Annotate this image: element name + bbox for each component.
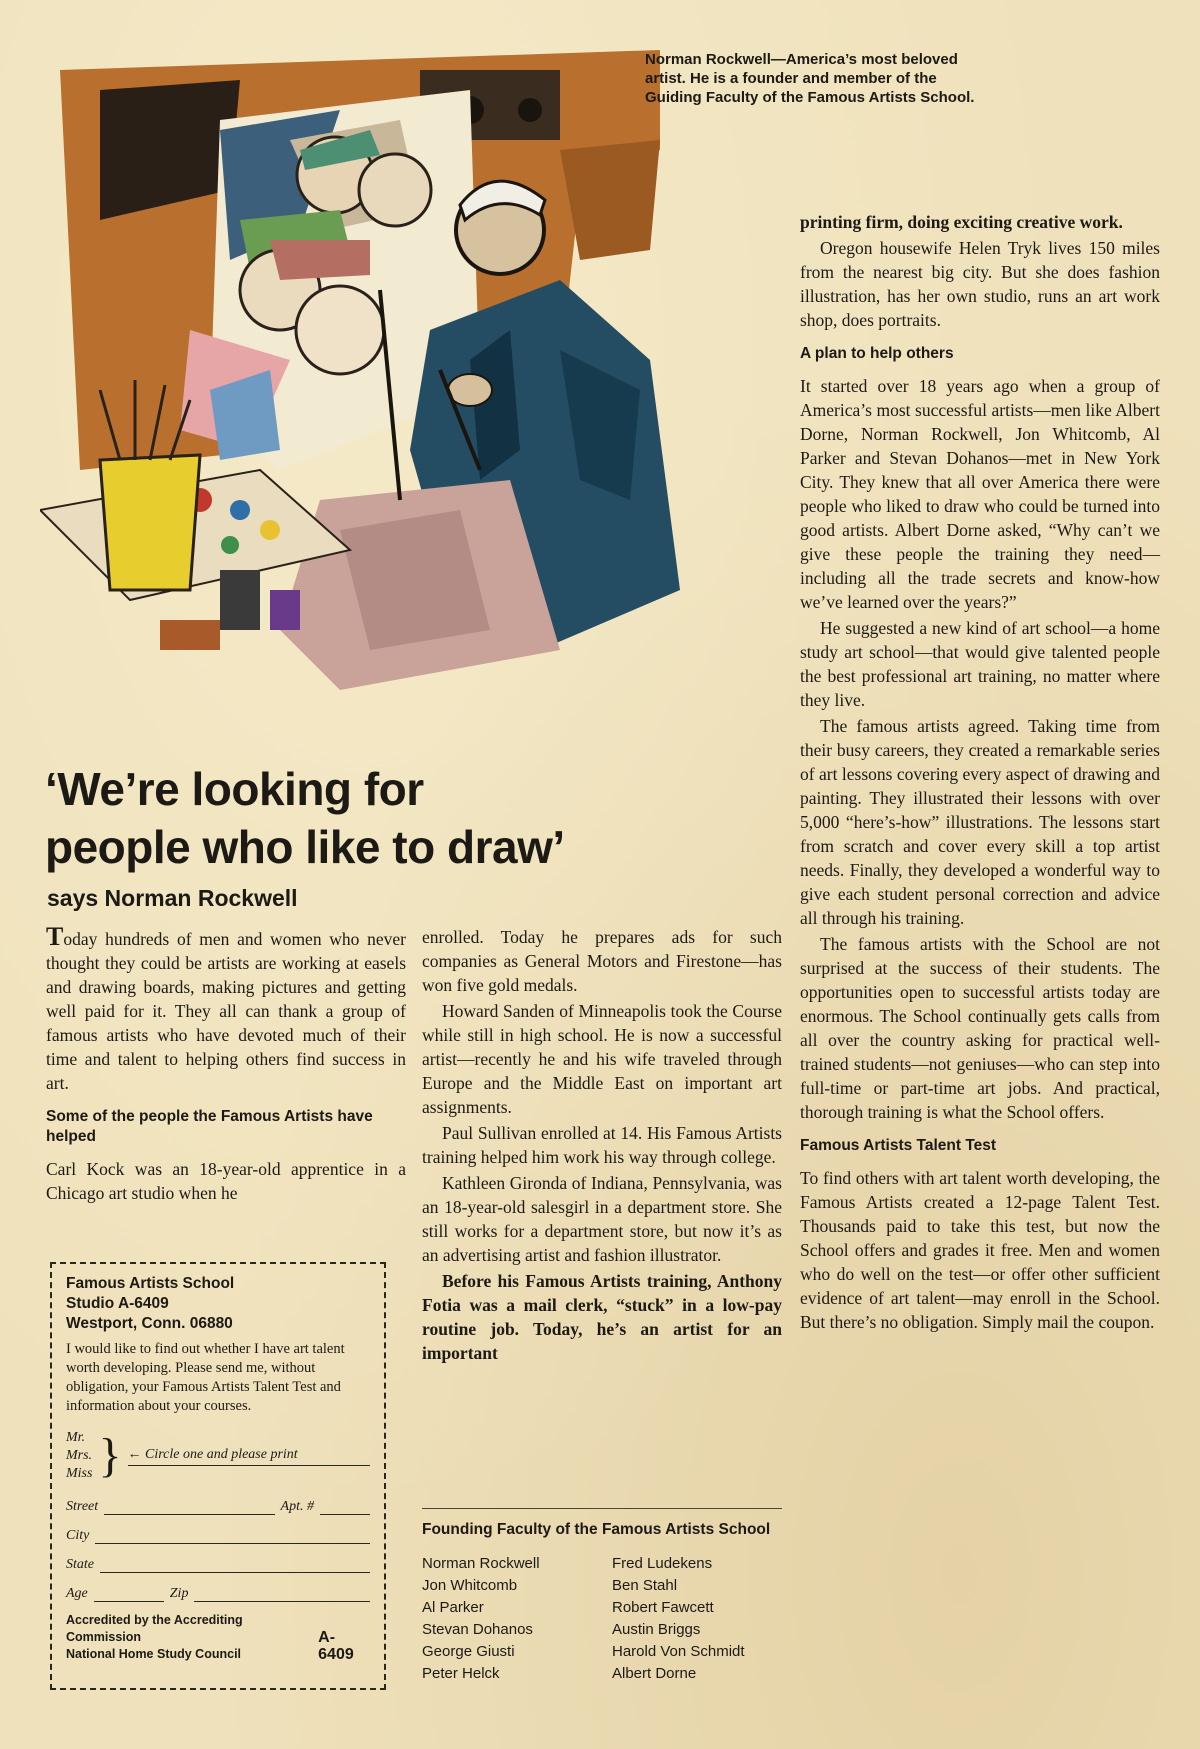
age-zip-field[interactable]: Age Zip [66,1573,370,1602]
subhead-talent-test: Famous Artists Talent Test [800,1137,997,1154]
headline-line-2: people who like to draw’ [45,821,565,873]
faculty-name: Ben Stahl [612,1577,678,1594]
column-1 [46,922,406,1207]
faculty-name: Fred Ludekens [612,1555,713,1572]
paragraph: The famous artists with the School are not surprised at the success of their students. The opportunities open to successful artists today are enormous. The School continually gets calls from all over the country asking for practical well-trained students—not geniuses—who can step into full-time or part-time art jobs. And practical, thorough training is what the School offers. [800,934,1160,1122]
city-field[interactable]: City [66,1515,370,1544]
subhead-people-helped: Some of the people the Famous Artists have helped [46,1108,373,1145]
paragraph: He suggested a new kind of art school—a home study art school—that would give talented people the best professional art training, no matter where they live. [800,618,1160,710]
coupon-address: Famous Artists School Studio A-6409 Westport, Conn. 06880 [66,1275,235,1332]
paragraph: Howard Sanden of Minneapolis took the Course while still in high school. He is now a successful artist—recently he and his wife traveled through Europe and the Middle East on important art assignments. [422,1001,782,1117]
founding-faculty [422,1520,782,1683]
paragraph: Oregon housewife Helen Tryk lives 150 miles from the nearest big city. But she does fashion illustration, has her own studio, runs an art work shop, does portraits. [800,238,1160,330]
coupon-request-text: I would like to find out whether I have art talent worth developing. Please send me, without obligation, your Famous Artists Talent Test and information about your courses. [66,1341,345,1414]
faculty-title: Founding Faculty of the Famous Artists School [422,1521,771,1538]
paragraph: It started over 18 years ago when a group of America’s most successful artists—men like Albert Dorne, Norman Rockwell, Jon Whitcomb, Al Parker and Stevan Dohanos—met in New York City. They knew that all over America there were people who liked to draw who could be turned into good artists. Albert Dorne asked, “Why can’t we give these people the training they need—including all the trade secrets and know-how we’ve learned over the years?” [800,376,1160,612]
paragraph: enrolled. Today he prepares ads for such companies as General Motors and Firestone—has won five gold medals. [422,927,782,995]
paragraph: Kathleen Gironda of Indiana, Pennsylvania, was an 18-year-old salesgirl in a department store. She still works for a department store, but now it’s as an advertising artist and fashion illustrator. [422,1173,782,1265]
column-2 [422,925,782,1367]
mail-coupon[interactable] [50,1262,386,1690]
faculty-name: George Giusti [422,1643,515,1660]
accreditation: Accredited by the Accrediting Commission National Home Study Council A-6409 [66,1612,370,1663]
faculty-list [422,1554,782,1683]
faculty-name: Austin Briggs [612,1621,701,1638]
paragraph: Paul Sullivan enrolled at 14. His Famous Artists training helped him work his way through college. [422,1123,782,1167]
coupon-fields [66,1426,370,1602]
drop-cap: T [46,922,64,951]
brace-icon: } [98,1429,122,1482]
faculty-name: Jon Whitcomb [422,1577,518,1594]
faculty-name: Stevan Dohanos [422,1621,533,1638]
faculty-name: Robert Fawcett [612,1599,714,1616]
intro-paragraph: Today hundreds of men and women who never thought they could be artists are working at easels and drawing boards, making pictures and getting well paid for it. They all can thank a group of famous artists who have devoted much of their time and talent to helping others find success in art. [46,922,406,1093]
faculty-name: Harold Von Schmidt [612,1643,745,1660]
faculty-name: Albert Dorne [612,1665,697,1682]
state-field[interactable]: State [66,1544,370,1573]
paragraph: The famous artists agreed. Taking time from their busy careers, they created a remarkable series of art lessons covering every aspect of drawing and painting. They illustrated their lessons with over 5,000 “here’s-how” illustrations. The lessons start from scratch and cover every skill a top artist needs. Finally, they developed a wonderful way to give each student personal correction and advice all through his training. [800,716,1160,928]
illustration-caption: Norman Rockwell—America’s most beloved artist. He is a founder and member of the Guiding Faculty of the Famous Artists School. [645,51,975,106]
carl-kock-paragraph: Carl Kock was an 18-year-old apprentice in a Chicago art studio when he [46,1159,406,1203]
coupon-code: A-6409 [318,1629,354,1663]
byline: says Norman Rockwell [47,885,298,911]
subhead-plan: A plan to help others [800,345,954,362]
circle-instruction: ← Circle one and please print [128,1447,371,1466]
paragraph: printing firm, doing exciting creative work. [800,212,1123,232]
paragraph: Before his Famous Artists training, Anthony Fotia was a mail clerk, “stuck” in a low-pay routine job. Today, he’s an artist for an important [422,1271,782,1363]
faculty-name: Norman Rockwell [422,1555,540,1572]
paragraph: To find others with art talent worth developing, the Famous Artists created a 12-page Talent Test. Thousands paid to take this test, but now the School offers and grades it free. Men and women who do well on the test—or offer other sufficient evidence of art talent—may enroll in the School. But there’s no obligation. Simply mail the coupon. [800,1168,1160,1332]
headline-line-1: ‘We’re looking for [45,763,424,815]
street-field[interactable]: Street Apt. # [66,1486,370,1515]
faculty-name: Peter Helck [422,1665,500,1682]
divider [422,1508,782,1509]
column-3 [800,210,1160,1336]
salutation-field[interactable]: Mr. Mrs. Miss } ← Circle one and please print [66,1426,370,1486]
faculty-name: Al Parker [422,1599,484,1616]
rockwell-illustration [40,30,780,720]
headline [45,760,745,876]
